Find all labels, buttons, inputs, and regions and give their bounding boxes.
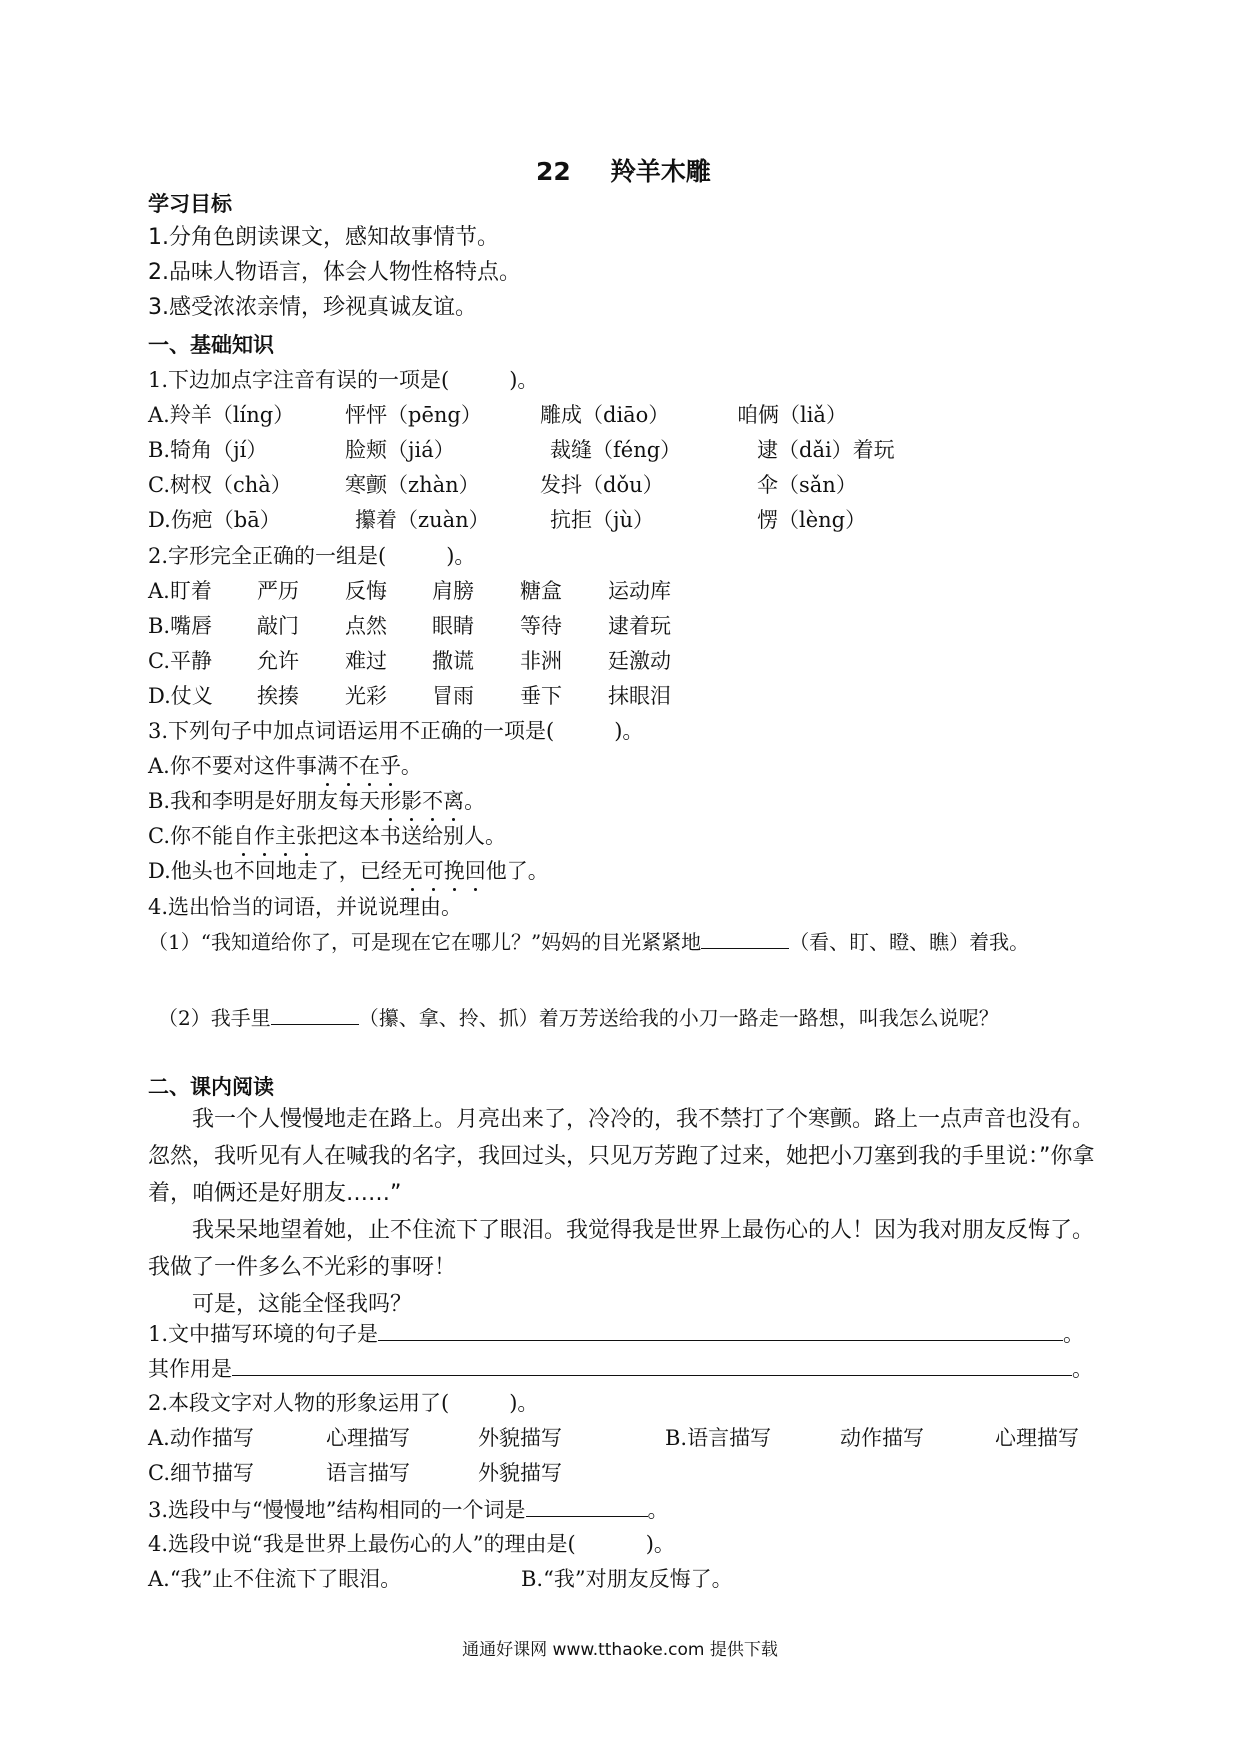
q2-option: 抹眼泪: [608, 684, 671, 708]
goal-item: 2.品味人物语言，体会人物性格特点。: [148, 260, 521, 285]
s2-q1-text: 1.文中描写环境的句子是: [148, 1322, 379, 1346]
q3-option-text: D.他头也不回地走了，已经: [148, 859, 402, 883]
reading-passage: [148, 1101, 1098, 1323]
s2-q4-option: B.“我”对朋友反悔了。: [521, 1567, 733, 1591]
answer-blank[interactable]: [701, 928, 789, 949]
q2-option: 糖盒: [520, 579, 562, 603]
q1-option: B.犄角（jí）: [148, 438, 268, 462]
q2-option: 难过: [345, 649, 387, 673]
q2-option: 允许: [257, 649, 299, 673]
q4-stem: 4.选出恰当的词语，并说说理由。: [148, 895, 463, 919]
q2-option: 逮着玩: [608, 614, 671, 638]
q1-option: 怦怦（pēng）: [345, 403, 482, 427]
s2-q2-option: 动作描写: [840, 1426, 924, 1450]
q2-option: 冒雨: [432, 684, 474, 708]
s2-q1-purpose-text: 其作用是: [148, 1357, 232, 1381]
q1-option: C.树杈（chà）: [148, 473, 292, 497]
q2-option: B.嘴唇: [148, 614, 213, 638]
s2-q2-text: 2.本段文字对人物的形象运用了(: [148, 1391, 450, 1415]
q2-option: D.仗义: [148, 684, 213, 708]
q3-option-text: 他了。: [485, 859, 549, 883]
section2-heading: 二、课内阅读: [148, 1075, 274, 1099]
passage-paragraph: 可是，这能全怪我吗？: [148, 1292, 413, 1317]
q1-option: 愣（lèng）: [757, 508, 867, 532]
dotted-char: 张: [296, 824, 317, 848]
dotted-char: 挽: [443, 859, 465, 883]
q1-stem-end: )。: [509, 368, 539, 392]
s2-q2-option: 外貌描写: [478, 1426, 562, 1450]
q3-option-text: B.我和李明是好朋友每天: [148, 789, 381, 813]
q3-stem-end: )。: [614, 719, 644, 743]
q1-option: A.羚羊（líng）: [148, 403, 295, 427]
q2-option: 运动库: [608, 579, 671, 603]
dotted-term: [233, 824, 317, 848]
s2-q2-option: 语言描写: [326, 1461, 410, 1485]
answer-line[interactable]: [526, 1494, 648, 1517]
s2-q4: [148, 1530, 675, 1558]
dotted-char: 主: [275, 824, 296, 848]
dotted-char: 不: [337, 754, 359, 778]
q1-option: 伞（sǎn）: [757, 473, 857, 497]
answer-line[interactable]: [378, 1318, 1063, 1341]
s2-q3-text: 3.选段中与“慢慢地”结构相同的一个词是: [148, 1498, 526, 1522]
q2-option: 等待: [520, 614, 562, 638]
dotted-char: 作: [254, 824, 275, 848]
q2-option: 非洲: [520, 649, 562, 673]
s2-q4-end: )。: [645, 1532, 675, 1556]
s2-q2-end: )。: [509, 1391, 539, 1415]
q1-option: 攥着（zuàn）: [355, 508, 490, 532]
dotted-char: 乎: [379, 754, 401, 778]
dotted-char: 自: [233, 824, 254, 848]
q3-stem-text: 3.下列句子中加点词语运用不正确的一项是(: [148, 719, 555, 743]
s2-q2-option: C.细节描写: [148, 1461, 254, 1485]
s2-q2-option: 心理描写: [326, 1426, 410, 1450]
dotted-term: [402, 859, 486, 883]
q1-option: 抗拒（jù）: [550, 508, 655, 532]
q3-option: [148, 752, 422, 780]
q3-stem: [148, 717, 643, 745]
lesson-title: 羚羊木雕: [610, 157, 711, 186]
dotted-char: 离: [443, 789, 465, 813]
dotted-char: 在: [358, 754, 380, 778]
answer-line[interactable]: [232, 1353, 1072, 1376]
q4-part2: [158, 1004, 999, 1032]
dotted-term: [380, 789, 464, 813]
q2-option: 敲门: [257, 614, 299, 638]
q2-option: 反悔: [345, 579, 387, 603]
q1-option: 雕成（diāo）: [540, 403, 670, 427]
s2-q1-end: 。: [1063, 1322, 1085, 1346]
s2-q2: [148, 1389, 538, 1417]
q1-option: D.伤疤（bā）: [148, 508, 281, 532]
q2-option: 挨揍: [257, 684, 299, 708]
answer-blank[interactable]: [271, 1004, 359, 1025]
q3-option: [148, 787, 485, 815]
s2-q4-option: A.“我”止不住流下了眼泪。: [148, 1567, 402, 1591]
q4-part1-text: （看、盯、瞪、瞧）着我。: [789, 930, 1030, 954]
q3-option-text: 把这本书送给别人。: [317, 824, 506, 848]
passage-paragraph: 我一个人慢慢地走在路上。月亮出来了，冷冷的，我不禁打了个寒颤。路上一点声音也没有。忽然，我听见有人在喊我的名字，我回过头，只见万芳跑了过来，她把小刀塞到我的手里说：”你拿着，咱俩还是好朋友……”: [148, 1107, 1095, 1206]
q2-option: 眼睛: [432, 614, 474, 638]
q4-part1-text: （1）“我知道给你了，可是现在它在哪儿？”妈妈的目光紧紧地: [148, 930, 702, 954]
dotted-char: 形: [380, 789, 402, 813]
goal-item: 1.分角色朗读课文，感知故事情节。: [148, 225, 499, 250]
s2-q2-option: B.语言描写: [665, 1426, 772, 1450]
s2-q1-purpose: [148, 1353, 1093, 1383]
q2-stem-end: )。: [446, 544, 476, 568]
lesson-number: 22: [536, 157, 571, 186]
s2-q3: [148, 1494, 669, 1524]
page-footer: 通通好课网 www.tthaoke.com 提供下载: [462, 1640, 778, 1660]
s2-q1: [148, 1318, 1084, 1348]
q4-part2-text: （2）我手里: [158, 1006, 271, 1030]
section1-heading: 一、基础知识: [148, 333, 274, 357]
s2-q1-end: 。: [1072, 1357, 1093, 1381]
dotted-term: [317, 754, 401, 778]
q2-option: 廷激动: [608, 649, 671, 673]
q3-option-text: A.你不要对这件事: [148, 754, 317, 778]
q2-option: 垂下: [520, 684, 562, 708]
dotted-char: 不: [422, 789, 444, 813]
q1-option: 寒颤（zhàn）: [345, 473, 480, 497]
passage-paragraph: 我呆呆地望着她，止不住流下了眼泪。我觉得我是世界上最伤心的人！因为我对朋友反悔了。我做了一件多么不光彩的事呀！: [148, 1218, 1095, 1280]
q2-option: 点然: [345, 614, 387, 638]
q2-option: 撒谎: [432, 649, 474, 673]
q1-option: 发抖（dǒu）: [540, 473, 664, 497]
goal-item: 3.感受浓浓亲情，珍视真诚友谊。: [148, 295, 477, 320]
q2-option: C.平静: [148, 649, 212, 673]
q2-option: 光彩: [345, 684, 387, 708]
q4-part2-text: （攥、拿、拎、抓）着万芳送给我的小刀一路走一路想，叫我怎么说呢？: [358, 1006, 999, 1030]
q1-option: 脸颊（jiá）: [345, 438, 455, 462]
dotted-char: 可: [422, 859, 444, 883]
q1-option: 咱俩（liǎ）: [737, 403, 847, 427]
q3-option: [148, 822, 506, 850]
q4-part1: [148, 928, 1029, 956]
q2-option: 肩膀: [432, 579, 474, 603]
page-title: [536, 152, 711, 188]
q3-option-text: C.你不能: [148, 824, 233, 848]
q3-option-text: 。: [464, 789, 486, 813]
s2-q2-option: A.动作描写: [148, 1426, 254, 1450]
q1-option: 裁缝（féng）: [550, 438, 682, 462]
s2-q2-option: 心理描写: [995, 1426, 1079, 1450]
dotted-char: 影: [401, 789, 423, 813]
dotted-char: 满: [316, 754, 338, 778]
q2-option: A.盯着: [148, 579, 212, 603]
q2-option: 严历: [257, 579, 299, 603]
s2-q2-option: 外貌描写: [478, 1461, 562, 1485]
q2-stem: [148, 542, 475, 570]
q3-option: [148, 857, 549, 885]
dotted-char: 回: [464, 859, 486, 883]
q1-stem-text: 1.下边加点字注音有误的一项是(: [148, 368, 450, 392]
q1-option: 逮（dǎi）着玩: [757, 438, 895, 462]
q2-stem-text: 2.字形完全正确的一组是(: [148, 544, 387, 568]
q3-option-text: 。: [400, 754, 422, 778]
s2-q3-end: 。: [647, 1498, 669, 1522]
dotted-char: 无: [401, 859, 423, 883]
goals-heading: 学习目标: [148, 192, 232, 216]
s2-q4-text: 4.选段中说“我是世界上最伤心的人”的理由是(: [148, 1532, 576, 1556]
q1-stem: [148, 366, 538, 394]
